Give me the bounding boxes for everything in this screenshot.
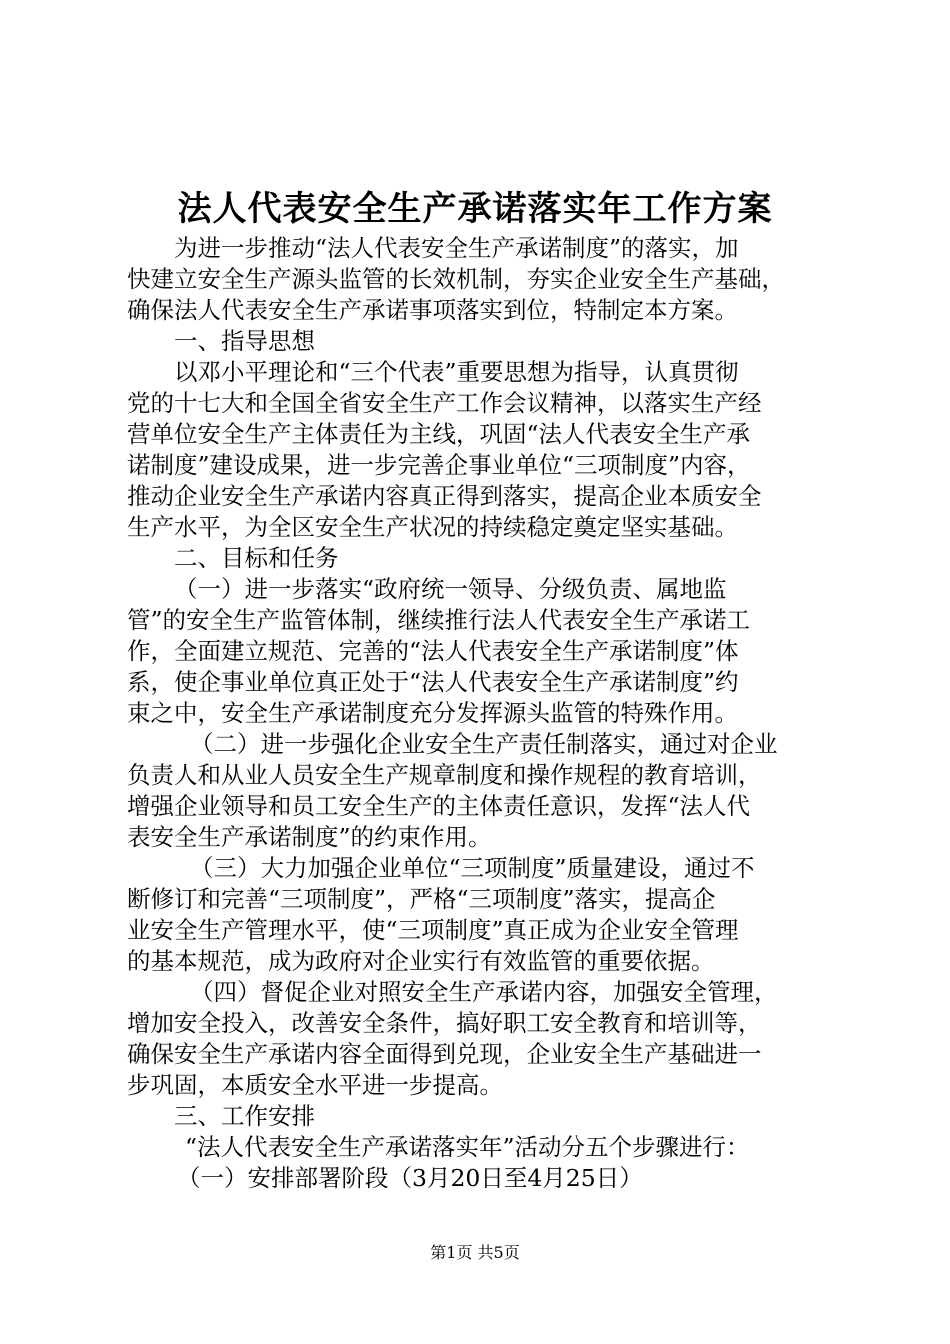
text-line: 确保安全生产承诺内容全面得到兑现，企业安全生产基础进一	[127, 1040, 762, 1068]
section-heading: 三、工作安排	[174, 1102, 315, 1130]
text-line: 作，全面建立规范、完善的“法人代表安全生产承诺制度”体	[127, 637, 739, 665]
text-line: （二）进一步强化企业安全生产责任制落实，通过对企业	[190, 730, 778, 758]
text-line: （三）大力加强企业单位“三项制度”质量建设，通过不	[190, 854, 755, 882]
text-line: 确保法人代表安全生产承诺事项落实到位，特制定本方案。	[127, 296, 738, 324]
text-line: 快建立安全生产源头监管的长效机制，夯实企业安全生产基础，	[127, 265, 785, 293]
text-line: （四）督促企业对照安全生产承诺内容，加强安全管理，	[190, 978, 778, 1006]
text-line: 步巩固，本质安全水平进一步提高。	[127, 1071, 503, 1099]
text-line: 诺制度”建设成果，进一步完善企事业单位“三项制度”内容，	[127, 451, 751, 479]
text-line: 增强企业领导和员工安全生产的主体责任意识，发挥“法人代	[127, 792, 751, 820]
text-line: 系，使企事业单位真正处于“法人代表安全生产承诺制度”约	[127, 668, 739, 696]
text-line: 的基本规范，成为政府对企业实行有效监管的重要依据。	[127, 947, 715, 975]
document-body	[127, 233, 832, 1194]
text-line: （一）进一步落实“政府统一领导、分级负责、属地监	[174, 575, 727, 603]
section-heading: 二、目标和任务	[174, 544, 339, 572]
text-line: 推动企业安全生产承诺内容真正得到落实，提高企业本质安全	[127, 482, 762, 510]
text-line: 负责人和从业人员安全生产规章制度和操作规程的教育培训，	[127, 761, 762, 789]
text-line: 业安全生产管理水平，使“三项制度”真正成为企业安全管理	[127, 916, 739, 944]
section-heading: 一、指导思想	[174, 327, 315, 355]
text-line: （一）安排部署阶段（3月20日至4月25日）	[177, 1164, 643, 1192]
text-line: 生产水平，为全区安全生产状况的持续稳定奠定坚实基础。	[127, 513, 738, 541]
text-line: 管”的安全生产监管体制，继续推行法人代表安全生产承诺工	[127, 606, 751, 634]
text-line: 断修订和完善“三项制度”，严格“三项制度”落实，提高企	[127, 885, 716, 913]
text-line: 表安全生产承诺制度”的约束作用。	[127, 823, 492, 851]
text-line: 增加安全投入，改善安全条件，搞好职工安全教育和培训等，	[127, 1009, 762, 1037]
text-line: 党的十七大和全国全省安全生产工作会议精神，以落实生产经	[127, 389, 762, 417]
text-line: 以邓小平理论和“三个代表”重要思想为指导，认真贯彻	[174, 358, 739, 386]
document-title: 法人代表安全生产承诺落实年工作方案	[177, 189, 773, 229]
text-line: 营单位安全生产主体责任为主线，巩固“法人代表安全生产承	[127, 420, 751, 448]
page-number-footer: 第1页 共5页	[430, 1243, 520, 1262]
text-line: “法人代表安全生产承诺落实年”活动分五个步骤进行：	[185, 1133, 750, 1161]
text-line: 为进一步推动“法人代表安全生产承诺制度”的落实，加	[174, 234, 739, 262]
text-line: 束之中，安全生产承诺制度充分发挥源头监管的特殊作用。	[127, 699, 738, 727]
